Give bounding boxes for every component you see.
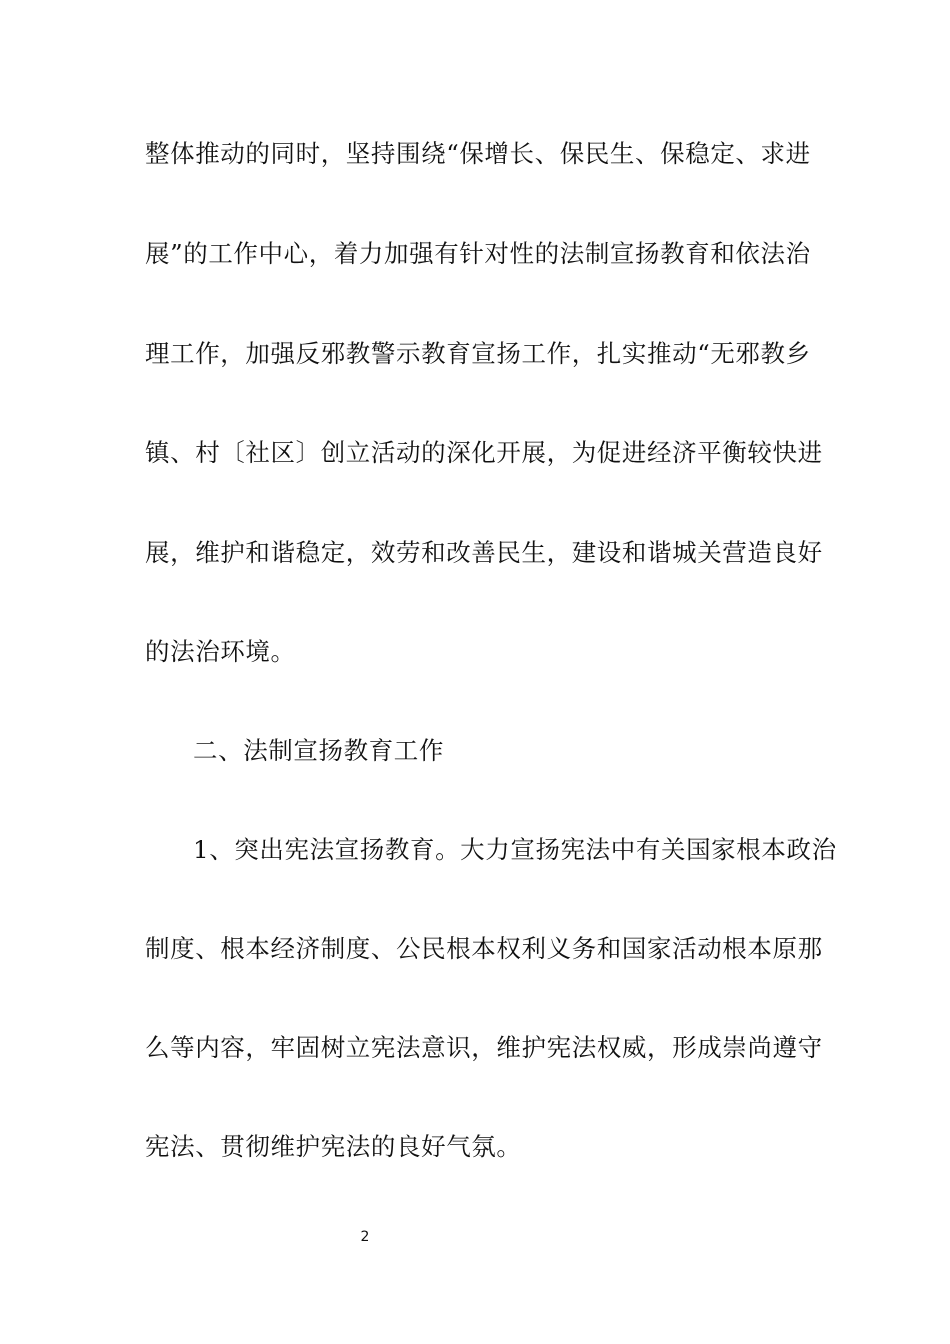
paragraph-2-line-2: 制度、根本经济制度、公民根本权利义务和国家活动根本原那 [145,934,823,963]
paragraph-2-line-1: 1、突出宪法宣扬教育。大力宣扬宪法中有关国家根本政治 [193,835,837,864]
paragraph-2-line-3: 么等内容，牢固树立宪法意识，维护宪法权威，形成崇尚遵守 [145,1033,823,1062]
section-heading: 二、法制宣扬教育工作 [193,736,444,765]
page-number: 2 [360,1229,370,1245]
paragraph-1-line-4: 镇、村〔社区〕创立活动的深化开展，为促进经济平衡较快进 [145,438,823,467]
paragraph-1-line-3: 理工作，加强反邪教警示教育宣扬工作，扎实推动“无邪教乡 [145,339,811,368]
paragraph-1-line-6: 的法治环境。 [145,637,296,666]
paragraph-1-line-2: 展”的工作中心，着力加强有针对性的法制宣扬教育和依法治 [145,239,811,268]
paragraph-2-line-4: 宪法、贯彻维护宪法的良好气氛。 [145,1132,522,1161]
paragraph-1-line-5: 展，维护和谐稳定，效劳和改善民生，建设和谐城关营造良好 [145,538,823,567]
paragraph-1-line-1: 整体推动的同时，坚持围绕“保增长、保民生、保稳定、求进 [145,139,811,168]
